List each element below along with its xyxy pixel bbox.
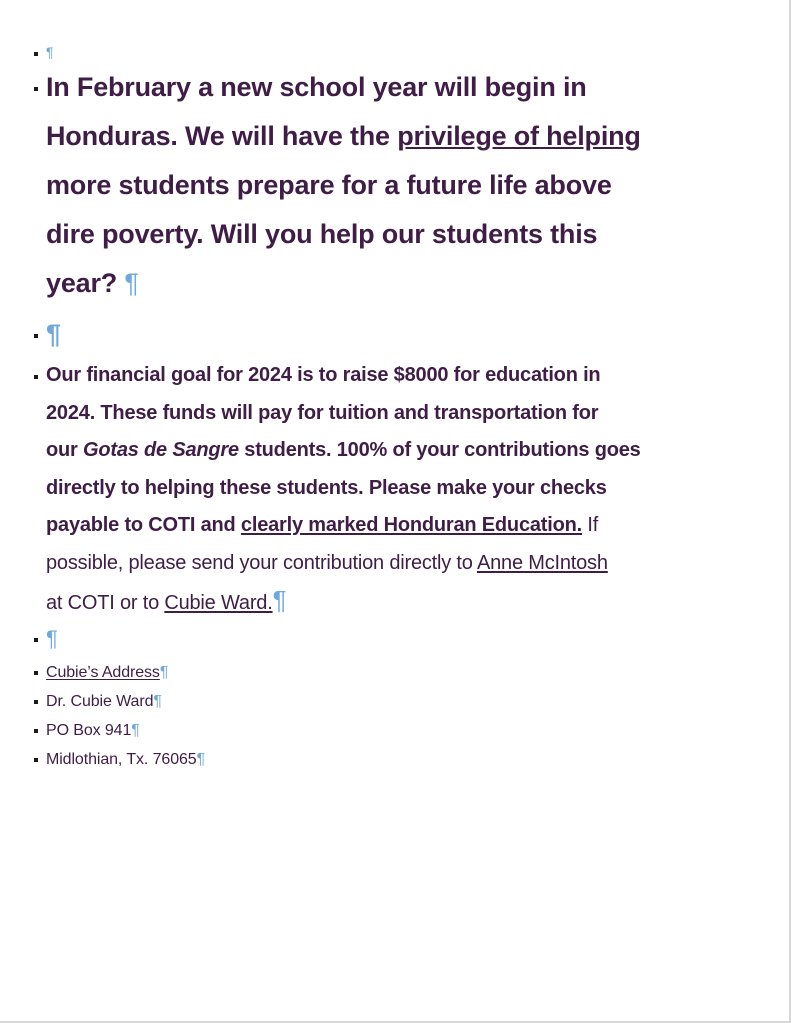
address-po-box: PO Box 941: [46, 722, 132, 739]
body-line-4: directly to helping these students. Please make your checks: [46, 476, 607, 499]
heading-line-2-text: Honduras. We will have the: [46, 121, 398, 151]
body-line-6: [36, 545, 641, 583]
paragraph-bullet: [34, 638, 38, 642]
paragraph-mark-icon: ¶: [196, 751, 206, 768]
cubies-address-link[interactable]: Cubie’s Address: [46, 664, 160, 681]
body-line-3-pre: our: [46, 439, 83, 461]
paragraph-bullet: [34, 671, 38, 675]
paragraph-bullet: [34, 758, 38, 762]
paragraph-mark-icon: ¶: [124, 268, 139, 298]
heading-line-3: more students prepare for a future life above: [46, 170, 612, 200]
heading-paragraph[interactable]: [36, 63, 641, 308]
body-line-5: [36, 507, 641, 545]
paragraph-mark-icon: ¶: [272, 585, 287, 615]
address-block[interactable]: [36, 658, 205, 774]
address-title-line: [36, 658, 205, 687]
heading-line-5-text: year?: [46, 268, 118, 298]
paragraph-bullet: [34, 87, 38, 91]
address-city: Midlothian, Tx. 76065: [46, 751, 197, 768]
body-paragraph[interactable]: [36, 357, 641, 623]
heading-line-5: [36, 259, 641, 308]
body-line-5-post: If: [582, 514, 599, 536]
paragraph-bullet: [34, 729, 38, 733]
heading-line-1: In February a new school year will begin in: [46, 72, 587, 102]
body-line-5-pre: payable to COTI and: [46, 514, 241, 536]
empty-paragraph[interactable]: [36, 310, 61, 359]
paragraph-mark-icon: ¶: [46, 44, 54, 60]
body-line-7: [36, 582, 641, 623]
address-name-line: [36, 687, 205, 716]
gotas-de-sangre-text: Gotas de Sangre: [82, 439, 239, 461]
paragraph-bullet: [34, 334, 38, 338]
anne-mcintosh-link[interactable]: Anne McIntosh: [476, 551, 608, 574]
heading-line-4: dire poverty. Will you help our students this: [46, 219, 598, 249]
body-line-6-pre: possible, please send your contribution directly to: [46, 551, 477, 574]
paragraph-bullet: [34, 700, 38, 704]
address-city-line: [36, 745, 205, 774]
paragraph-mark-icon: ¶: [159, 664, 169, 681]
address-box-line: [36, 716, 205, 745]
paragraph-bullet: [34, 375, 38, 379]
honduran-education-link[interactable]: clearly marked Honduran Education.: [240, 514, 582, 536]
paragraph-mark-icon: ¶: [46, 319, 61, 349]
paragraph-bullet: [34, 52, 38, 56]
address-name: Dr. Cubie Ward: [46, 693, 154, 710]
body-line-3: [36, 432, 641, 470]
heading-line-2: [36, 112, 641, 161]
cubie-ward-link[interactable]: Cubie Ward.: [164, 592, 273, 614]
privilege-link[interactable]: privilege of helping: [397, 121, 641, 151]
body-line-1: Our financial goal for 2024 is to raise $8000 for education in: [46, 364, 601, 386]
body-line-2: 2024. These funds will pay for tuition and transportation for: [46, 401, 599, 424]
body-line-3-post: students. 100% of your contributions goes: [238, 439, 641, 461]
paragraph-mark-icon: ¶: [153, 693, 162, 710]
empty-paragraph[interactable]: [36, 620, 58, 660]
paragraph-mark-icon: ¶: [131, 722, 140, 739]
paragraph-mark-icon: ¶: [46, 626, 58, 651]
body-line-7-pre: at COTI or to: [46, 592, 165, 614]
